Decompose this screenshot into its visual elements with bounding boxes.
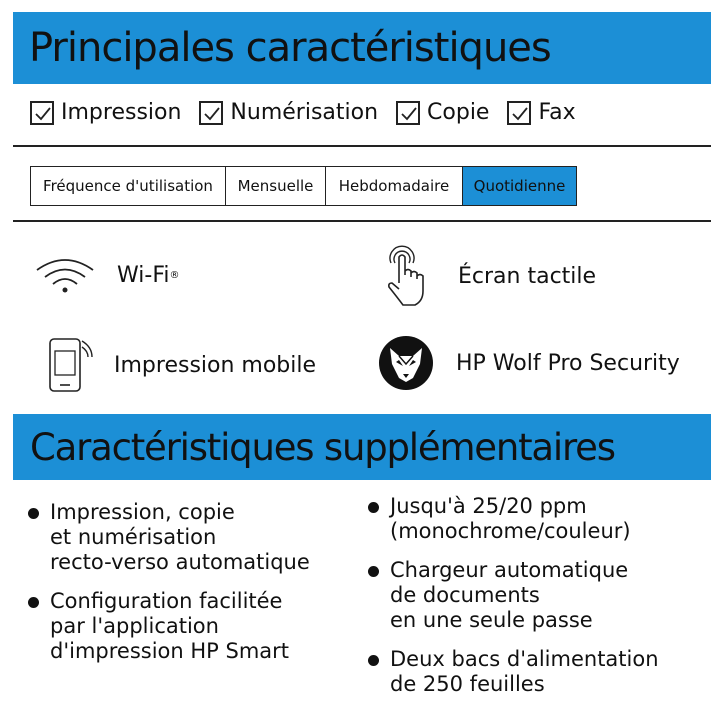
- list-item: Configuration facilitée par l'application d'impression HP Smart: [28, 589, 310, 664]
- function-label: Numérisation: [230, 100, 379, 125]
- wifi-icon: [33, 255, 97, 295]
- extra-title: Caractéristiques supplémentaires: [30, 425, 615, 469]
- function-label: Copie: [427, 100, 490, 125]
- main-title-banner: [13, 12, 711, 84]
- feature-label: Wi-Fi: [117, 262, 170, 288]
- touch-hand-icon: [380, 245, 432, 307]
- list-item: Deux bacs d'alimentation de 250 feuilles: [368, 647, 659, 697]
- main-title: Principales caractéristiques: [29, 25, 551, 71]
- function-label: Fax: [538, 100, 576, 125]
- mobile-phone-icon: [44, 335, 94, 395]
- checkbox-checked-icon: [507, 101, 531, 125]
- checkbox-checked-icon: [199, 101, 223, 125]
- function-numerisation: [199, 100, 378, 125]
- function-label: Impression: [61, 100, 182, 125]
- divider: [13, 220, 711, 222]
- function-checklist: [30, 100, 594, 125]
- frequency-weekly: Hebdomadaire: [326, 167, 463, 205]
- feature-label: HP Wolf Pro Security: [456, 350, 680, 376]
- usage-frequency-scale: [30, 166, 577, 206]
- checkbox-checked-icon: [30, 101, 54, 125]
- extra-features-right: [368, 494, 659, 711]
- list-item: Jusqu'à 25/20 ppm (monochrome/couleur): [368, 494, 659, 544]
- function-impression: [30, 100, 181, 125]
- list-item: Impression, copie et numérisation recto-verso automatique: [28, 500, 310, 575]
- frequency-daily-selected: Quotidienne: [463, 167, 576, 205]
- extra-title-banner: [13, 414, 711, 480]
- list-item: Chargeur automatique de documents en une seule passe: [368, 558, 659, 633]
- feature-label: Impression mobile: [114, 352, 317, 378]
- frequency-monthly: Mensuelle: [226, 167, 326, 205]
- feature-mobile-print: [44, 335, 316, 395]
- wolf-icon: [376, 333, 436, 393]
- registered-mark: ®: [169, 269, 180, 281]
- feature-wolf-security: [376, 333, 680, 393]
- function-fax: [507, 100, 575, 125]
- feature-wifi: [33, 255, 180, 295]
- extra-features-left: [28, 500, 310, 678]
- checkbox-checked-icon: [396, 101, 420, 125]
- usage-frequency-label: Fréquence d'utilisation: [31, 167, 226, 205]
- feature-touchscreen: [380, 245, 596, 307]
- feature-label: Écran tactile: [458, 263, 597, 289]
- divider: [13, 145, 711, 147]
- function-copie: [396, 100, 489, 125]
